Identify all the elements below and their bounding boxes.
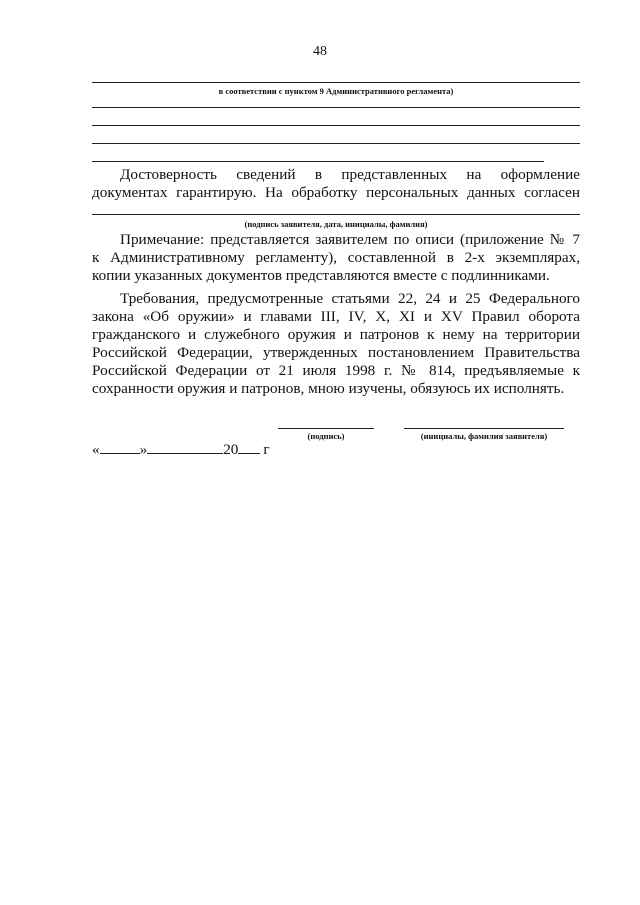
requirements-line-6: сохранности оружия и патронов, мною изучены, обязуюсь их исполнять. bbox=[92, 380, 565, 397]
name-blank-caption: (инициалы, фамилия заявителя) bbox=[420, 431, 548, 441]
note-line-2: к Административному регламенту), составленной в 2-х экземплярах, bbox=[92, 249, 580, 266]
guarantee-line-2: документах гарантирую. На обработку персональных данных согласен bbox=[92, 184, 580, 201]
month-blank bbox=[147, 440, 223, 454]
year-suffix: г bbox=[263, 441, 270, 458]
note-line-1: Примечание: представляется заявителем по описи (приложение № 7 bbox=[120, 231, 580, 248]
signature-blank bbox=[278, 428, 374, 429]
signature-caption: (подпись заявителя, дата, инициалы, фамилия) bbox=[244, 219, 428, 229]
year-prefix: 20 bbox=[223, 441, 239, 458]
day-blank bbox=[100, 440, 140, 454]
name-blank bbox=[404, 428, 564, 429]
year-blank bbox=[238, 440, 260, 454]
requirements-line-5: Российской Федерации от 21 июля 1998 г. № 814, предъявляемые к bbox=[92, 362, 580, 379]
requirements-line-4: Российской Федерации, утвержденных постановлением Правительства bbox=[92, 344, 580, 361]
top-caption: в соответствии с пунктом 9 Административного регламента) bbox=[218, 86, 454, 96]
date-close-quote: » bbox=[139, 441, 148, 458]
requirements-line-3: гражданского и служебного оружия и патронов к нему на территории bbox=[92, 326, 580, 343]
blank-line-4 bbox=[92, 143, 580, 144]
page-number: 48 bbox=[313, 44, 327, 59]
guarantee-line-1: Достоверность сведений в представленных на оформление bbox=[120, 166, 580, 183]
blank-line-1 bbox=[92, 82, 580, 83]
blank-line-3 bbox=[92, 125, 580, 126]
requirements-line-2: закона «Об оружии» и главами III, IV, X, XI и XV Правил оборота bbox=[92, 308, 580, 325]
blank-line-5 bbox=[92, 161, 544, 162]
date-line bbox=[92, 440, 270, 459]
requirements-line-1: Требования, предусмотренные статьями 22, 24 и 25 Федерального bbox=[120, 290, 580, 307]
blank-line-2 bbox=[92, 107, 580, 108]
note-line-3: копии указанных документов представляются вместе с подлинниками. bbox=[92, 267, 550, 284]
signature-line bbox=[92, 214, 580, 215]
date-open-quote: « bbox=[92, 441, 100, 458]
signature-blank-caption: (подпись) bbox=[307, 431, 345, 441]
